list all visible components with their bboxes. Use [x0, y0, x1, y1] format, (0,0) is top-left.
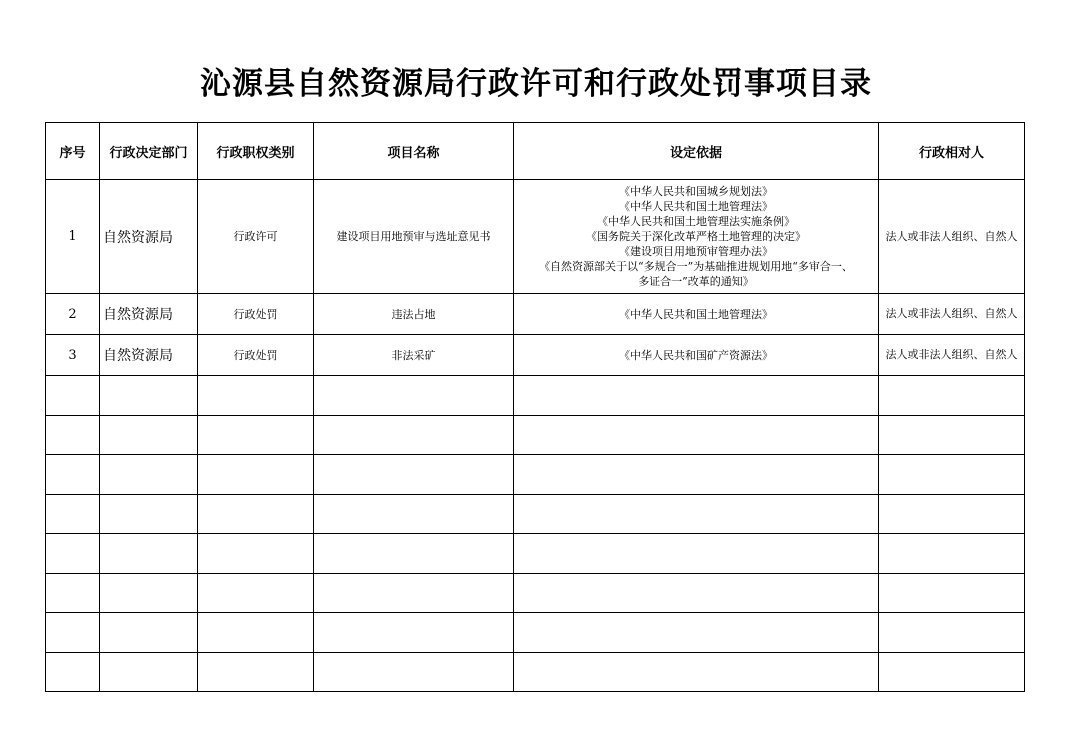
cell-counterparty: 法人或非法人组织、自然人 — [879, 294, 1025, 335]
cell-basis — [514, 335, 879, 376]
empty-cell — [100, 573, 198, 613]
table-body — [46, 180, 1025, 692]
cell-item-name: 非法采矿 — [314, 335, 514, 376]
cell-counterparty: 法人或非法人组织、自然人 — [879, 335, 1025, 376]
empty-cell — [46, 455, 100, 495]
cell-item-name: 建设项目用地预审与选址意见书 — [314, 180, 514, 294]
empty-cell — [46, 613, 100, 653]
empty-cell — [879, 652, 1025, 692]
empty-cell — [100, 534, 198, 574]
empty-cell — [46, 376, 100, 416]
empty-cell — [514, 494, 879, 534]
empty-cell — [46, 573, 100, 613]
empty-cell — [100, 652, 198, 692]
table-row — [46, 294, 1025, 335]
cell-counterparty: 法人或非法人组织、自然人 — [879, 180, 1025, 294]
empty-cell — [46, 494, 100, 534]
cell-basis — [514, 180, 879, 294]
page-title: 沁源县自然资源局行政许可和行政处罚事项目录 — [200, 66, 872, 102]
empty-cell — [514, 376, 879, 416]
table-row — [46, 180, 1025, 294]
empty-cell — [100, 455, 198, 495]
header-department: 行政决定部门 — [100, 123, 198, 180]
empty-cell — [198, 494, 314, 534]
header-item-name: 项目名称 — [314, 123, 514, 180]
basis-line: 《中华人民共和国矿产资源法》 — [619, 348, 773, 362]
empty-row — [46, 376, 1025, 416]
header-serial: 序号 — [46, 123, 100, 180]
empty-cell — [879, 534, 1025, 574]
empty-cell — [314, 455, 514, 495]
empty-cell — [514, 613, 879, 653]
empty-cell — [879, 376, 1025, 416]
basis-line: 《自然资源部关于以“多规合一”为基础推进规划用地“多审合一、 — [539, 260, 853, 273]
cell-power-type: 行政处罚 — [198, 335, 314, 376]
empty-cell — [100, 415, 198, 455]
cell-basis — [514, 294, 879, 335]
empty-cell — [514, 415, 879, 455]
basis-line: 《中华人民共和国城乡规划法》 — [619, 185, 773, 198]
empty-cell — [514, 573, 879, 613]
basis-line: 《建设项目用地预审管理办法》 — [619, 245, 773, 258]
empty-cell — [879, 494, 1025, 534]
empty-row — [46, 613, 1025, 653]
empty-cell — [514, 652, 879, 692]
empty-cell — [314, 613, 514, 653]
basis-line: 《中华人民共和国土地管理法实施条例》 — [597, 215, 795, 228]
header-power-type: 行政职权类别 — [198, 123, 314, 180]
empty-row — [46, 415, 1025, 455]
catalog-table — [45, 122, 1025, 692]
empty-cell — [879, 415, 1025, 455]
empty-cell — [314, 415, 514, 455]
empty-cell — [46, 534, 100, 574]
table-row — [46, 335, 1025, 376]
empty-cell — [198, 455, 314, 495]
empty-row — [46, 494, 1025, 534]
empty-cell — [314, 573, 514, 613]
cell-department: 自然资源局 — [100, 335, 198, 376]
empty-cell — [46, 415, 100, 455]
cell-serial: 3 — [46, 335, 100, 376]
cell-power-type: 行政处罚 — [198, 294, 314, 335]
empty-row — [46, 534, 1025, 574]
basis-line: 多证合一”改革的通知》 — [638, 275, 754, 288]
empty-cell — [100, 376, 198, 416]
empty-cell — [100, 494, 198, 534]
empty-row — [46, 455, 1025, 495]
cell-serial: 2 — [46, 294, 100, 335]
header-basis: 设定依据 — [514, 123, 879, 180]
empty-row — [46, 573, 1025, 613]
cell-department: 自然资源局 — [100, 180, 198, 294]
empty-cell — [314, 534, 514, 574]
empty-cell — [198, 376, 314, 416]
cell-power-type: 行政许可 — [198, 180, 314, 294]
empty-cell — [100, 613, 198, 653]
empty-cell — [879, 455, 1025, 495]
empty-cell — [198, 652, 314, 692]
empty-cell — [514, 534, 879, 574]
empty-cell — [198, 415, 314, 455]
empty-cell — [879, 573, 1025, 613]
basis-line: 《中华人民共和国土地管理法》 — [619, 307, 773, 321]
cell-serial: 1 — [46, 180, 100, 294]
empty-cell — [198, 534, 314, 574]
empty-cell — [46, 652, 100, 692]
empty-row — [46, 652, 1025, 692]
empty-cell — [514, 455, 879, 495]
basis-line: 《中华人民共和国土地管理法》 — [619, 200, 773, 213]
empty-cell — [314, 652, 514, 692]
cell-item-name: 违法占地 — [314, 294, 514, 335]
header-counterparty: 行政相对人 — [879, 123, 1025, 180]
table-header-row — [46, 123, 1025, 180]
empty-cell — [314, 494, 514, 534]
basis-line: 《国务院关于深化改革严格土地管理的决定》 — [586, 230, 806, 243]
empty-cell — [879, 613, 1025, 653]
cell-department: 自然资源局 — [100, 294, 198, 335]
empty-cell — [198, 573, 314, 613]
empty-cell — [314, 376, 514, 416]
empty-cell — [198, 613, 314, 653]
